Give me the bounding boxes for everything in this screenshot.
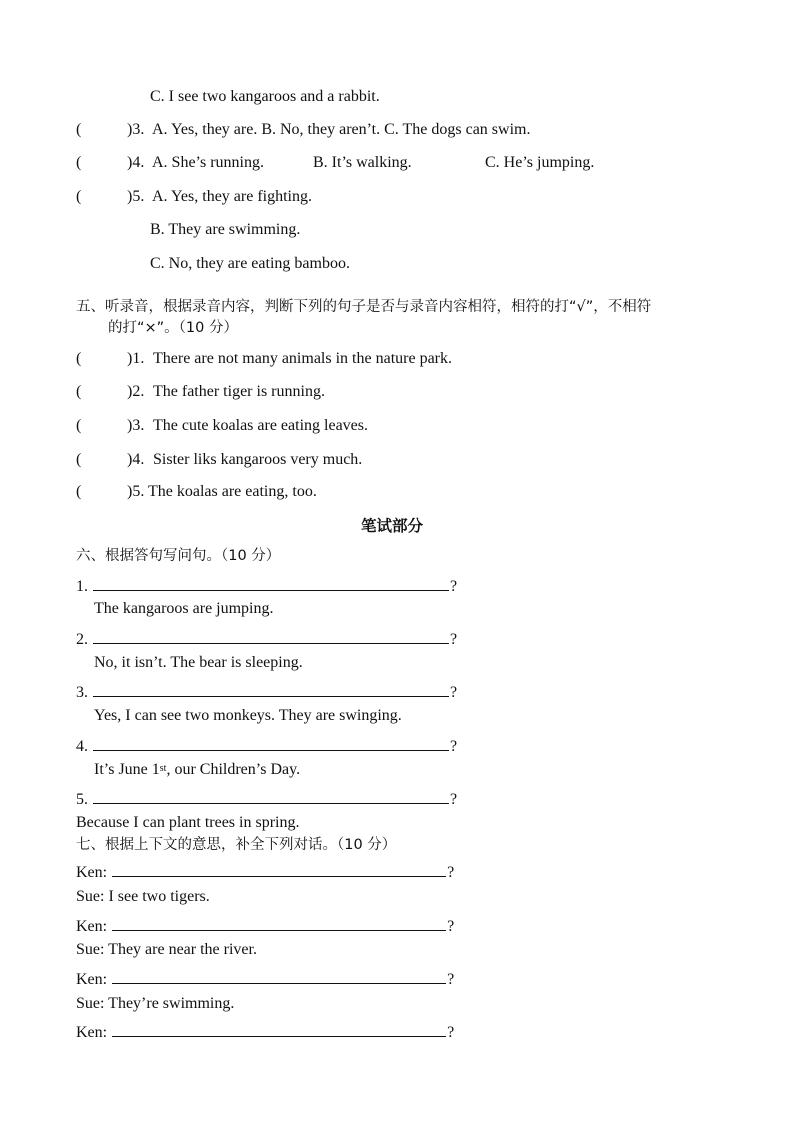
s6-a4-ordinal-suffix: st bbox=[159, 763, 167, 774]
s6-q2-qmark: ? bbox=[450, 631, 458, 648]
s7-blank-1[interactable] bbox=[112, 860, 446, 877]
s7-line-7 bbox=[76, 1020, 454, 1043]
s7-line-2 bbox=[76, 887, 210, 907]
s7-speaker-sue: Sue: bbox=[76, 995, 105, 1012]
s7-sue-text: I see two tigers. bbox=[108, 888, 210, 905]
paren-close-number: )2. bbox=[127, 383, 145, 400]
paren-open: ( bbox=[76, 350, 82, 367]
paren-open: ( bbox=[76, 154, 82, 171]
paren-close-number: )4. bbox=[127, 154, 145, 171]
s6-q5-qmark: ? bbox=[450, 791, 458, 808]
section5-instruction-line2: 的打“×”。（10 分） bbox=[108, 320, 238, 336]
section7-instruction: 七、根据上下文的意思，补全下列对话。（10 分） bbox=[76, 837, 397, 853]
s6-a5: Because I can plant trees in spring. bbox=[76, 814, 300, 831]
s5-item-1-text: There are not many animals in the nature park. bbox=[153, 350, 452, 367]
s5-item-5-text: The koalas are eating, too. bbox=[148, 483, 317, 500]
s6-q4-blank[interactable] bbox=[93, 734, 449, 751]
s6-q1-blank[interactable] bbox=[93, 574, 449, 591]
s4-q5-option-b: B. They are swimming. bbox=[150, 221, 301, 238]
s6-a4-post: , our Children’s Day. bbox=[166, 761, 301, 778]
s6-a4 bbox=[94, 760, 300, 780]
s7-qmark: ? bbox=[447, 864, 455, 881]
s4-q4-option-c: C. He’s jumping. bbox=[485, 154, 595, 171]
s7-speaker-sue: Sue: bbox=[76, 941, 105, 958]
s4-q4-option-b: B. It’s walking. bbox=[313, 154, 412, 171]
s7-qmark: ? bbox=[447, 971, 455, 988]
s7-qmark: ? bbox=[447, 918, 455, 935]
paren-open: ( bbox=[76, 121, 82, 138]
paren-close-number: )4. bbox=[127, 451, 145, 468]
s4-q5-option-c: C. No, they are eating bamboo. bbox=[150, 255, 350, 272]
s6-a4-pre: It’s June 1 bbox=[94, 761, 160, 778]
s6-a1: The kangaroos are jumping. bbox=[94, 600, 274, 617]
s7-blank-2[interactable] bbox=[112, 914, 446, 931]
paren-open: ( bbox=[76, 383, 82, 400]
s7-sue-text: They’re swimming. bbox=[108, 995, 235, 1012]
paren-close-number: )3. bbox=[127, 121, 145, 138]
s7-qmark: ? bbox=[447, 1024, 455, 1041]
paren-open: ( bbox=[76, 417, 82, 434]
s6-q3-qmark: ? bbox=[450, 684, 458, 701]
s6-q5-blank[interactable] bbox=[93, 787, 449, 804]
paren-open: ( bbox=[76, 483, 82, 500]
q2-option-c: C. I see two kangaroos and a rabbit. bbox=[150, 88, 380, 105]
s6-a2: No, it isn’t. The bear is sleeping. bbox=[94, 654, 303, 671]
s6-q1-qmark: ? bbox=[450, 578, 458, 595]
written-part-title: 笔试部分 bbox=[361, 517, 424, 535]
s7-speaker-sue: Sue: bbox=[76, 888, 105, 905]
s5-item-4-text: Sister liks kangaroos very much. bbox=[153, 451, 363, 468]
s6-q2-blank[interactable] bbox=[93, 627, 449, 644]
s7-line-1 bbox=[76, 860, 454, 883]
s7-line-6 bbox=[76, 994, 234, 1014]
s6-q3-number: 3. bbox=[76, 684, 88, 701]
s7-speaker-ken: Ken: bbox=[76, 918, 108, 935]
section5-instruction-line1: 五、听录音，根据录音内容，判断下列的句子是否与录音内容相符，相符的打“√”，不相符 bbox=[76, 299, 652, 315]
s6-a3: Yes, I can see two monkeys. They are swinging. bbox=[94, 707, 402, 724]
paren-close-number: )1. bbox=[127, 350, 145, 367]
s6-q4-qmark: ? bbox=[450, 738, 458, 755]
s6-q3-row bbox=[76, 680, 457, 703]
s6-q3-blank[interactable] bbox=[93, 680, 449, 697]
s6-q4-row bbox=[76, 734, 457, 757]
s7-blank-4[interactable] bbox=[112, 1020, 446, 1037]
s4-q4-option-a: A. She’s running. bbox=[152, 154, 264, 171]
section6-instruction: 六、根据答句写问句。（10 分） bbox=[76, 548, 281, 564]
s6-q5-number: 5. bbox=[76, 791, 88, 808]
s6-q4-number: 4. bbox=[76, 738, 88, 755]
s7-line-5 bbox=[76, 967, 454, 990]
s4-q5-option-a: A. Yes, they are fighting. bbox=[152, 188, 312, 205]
s7-line-3 bbox=[76, 914, 454, 937]
paren-close-number: )5. bbox=[127, 483, 145, 500]
paren-open: ( bbox=[76, 188, 82, 205]
s7-blank-3[interactable] bbox=[112, 967, 446, 984]
paren-close-number: )3. bbox=[127, 417, 145, 434]
s7-line-4 bbox=[76, 940, 257, 960]
s6-q2-number: 2. bbox=[76, 631, 88, 648]
paren-open: ( bbox=[76, 451, 82, 468]
s4-q3-options: A. Yes, they are. B. No, they aren’t. C. The dogs can swim. bbox=[152, 121, 531, 138]
paren-close-number: )5. bbox=[127, 188, 145, 205]
s7-speaker-ken: Ken: bbox=[76, 971, 108, 988]
s5-item-3-text: The cute koalas are eating leaves. bbox=[153, 417, 368, 434]
s6-q1-number: 1. bbox=[76, 578, 88, 595]
s7-sue-text: They are near the river. bbox=[108, 941, 257, 958]
s6-q2-row bbox=[76, 627, 457, 650]
s7-speaker-ken: Ken: bbox=[76, 864, 108, 881]
s5-item-2-text: The father tiger is running. bbox=[153, 383, 325, 400]
s6-q1-row bbox=[76, 574, 457, 597]
s6-q5-row bbox=[76, 787, 457, 810]
s7-speaker-ken: Ken: bbox=[76, 1024, 108, 1041]
